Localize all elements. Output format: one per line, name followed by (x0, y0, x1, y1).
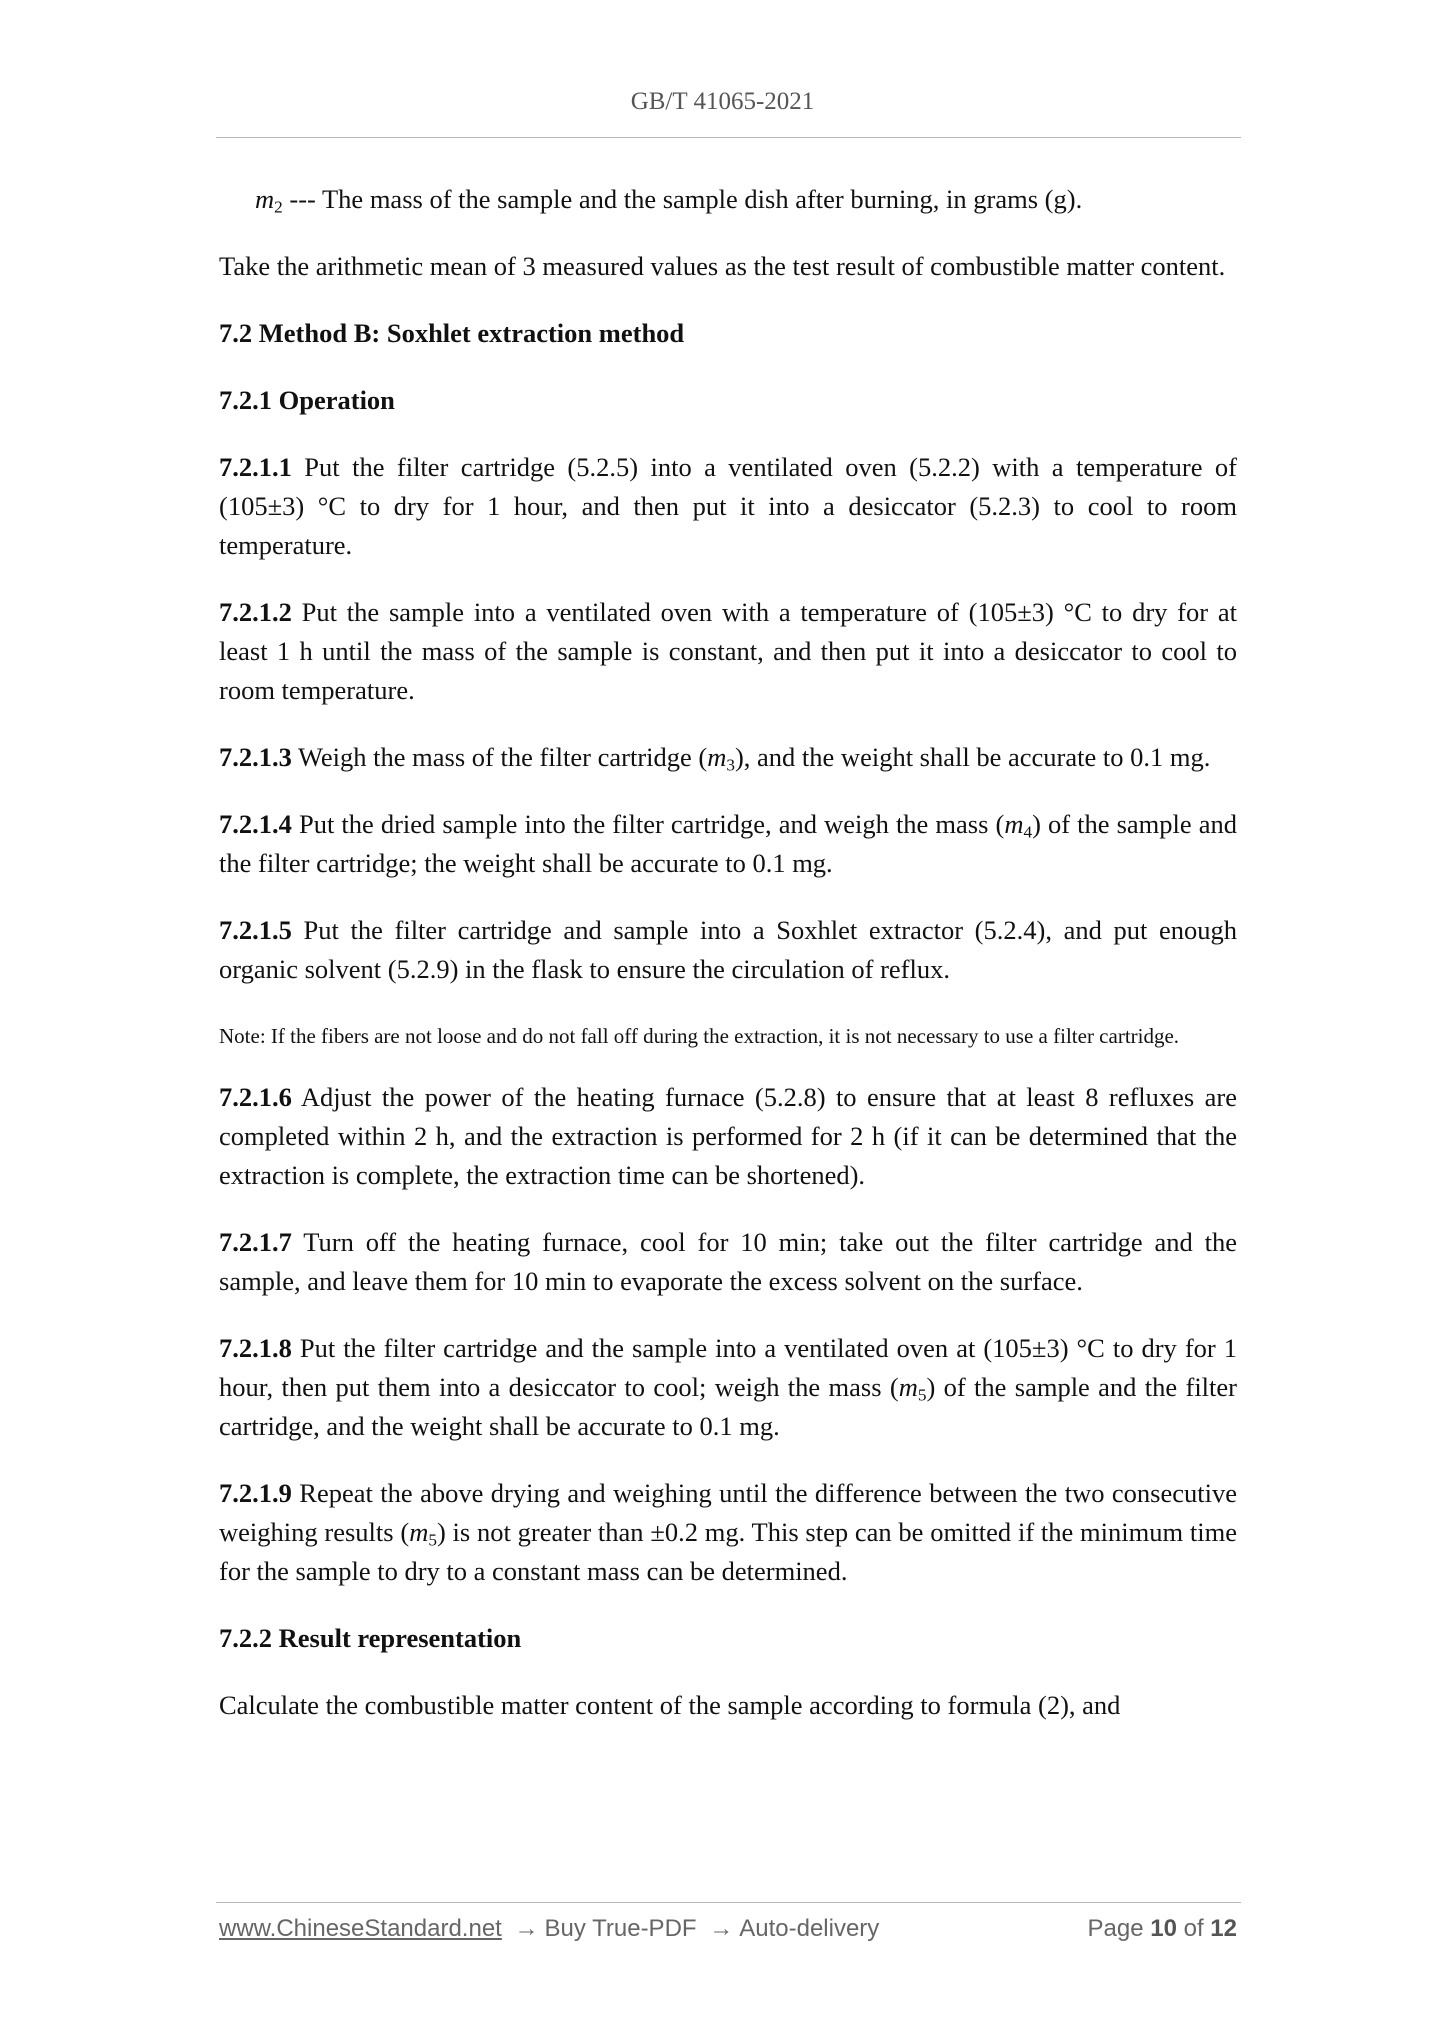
heading-7-2-2: 7.2.2 Result representation (219, 1623, 522, 1653)
page-content (219, 180, 1237, 1753)
auto-delivery-text: Auto-delivery (739, 1915, 880, 1942)
clause-number: 7.2.1.4 (219, 809, 292, 839)
clause-7-2-1-1: 7.2.1.1 Put the filter cartridge (5.2.5) into a ventilated oven (5.2.2) with a temperature of (105±3) °C to dry for 1 hour, and then put it into a desiccator (5.2.3) to cool to room temperature. (219, 452, 1237, 560)
subscript: 5 (428, 1530, 437, 1550)
symbol-m: m (409, 1517, 429, 1547)
footer-left (219, 1915, 879, 1943)
page-footer (219, 1915, 1237, 1955)
m2-definition: $m_2$ --- The mass of the sample and the sample dish after burning, in grams (g). (255, 184, 1083, 217)
total-pages: 12 (1210, 1915, 1237, 1942)
subscript: 5 (917, 1385, 927, 1405)
page-number: Page 10 of 12 (1087, 1915, 1237, 1942)
heading-7-2: 7.2 Method B: Soxhlet extraction method (219, 318, 685, 348)
symbol-m: m (898, 1372, 918, 1402)
symbol-m: m (707, 742, 727, 772)
clause-number: 7.2.1.2 (219, 597, 292, 627)
header-divider (216, 137, 1241, 138)
symbol-m: m (255, 184, 275, 214)
note: Note: If the fibers are not loose and do not fall off during the extraction, it is not necessary to use a filter cartridge. (219, 1024, 1180, 1048)
clause-number: 7.2.1.8 (219, 1333, 292, 1363)
clause-number: 7.2.1.6 (219, 1082, 292, 1112)
subscript: 4 (1023, 822, 1033, 842)
arrow-right-icon: → (709, 1915, 734, 1942)
clause-7-2-1-5: 7.2.1.5 Put the filter cartridge and sample into a Soxhlet extractor (5.2.4), and put enough organic solvent (5.2.9) in the flask to ensure the circulation of reflux. (219, 915, 1237, 984)
footer-divider (216, 1902, 1241, 1903)
clause-7-2-1-9: 7.2.1.9 Repeat the above drying and weighing until the difference between the two consecutive weighing results $(m_5)$ is not greater than ±0.2 mg. This step can be omitted if the minimum time for the sample to dry to a constant mass can be determined. (219, 1478, 1237, 1586)
subscript: 3 (726, 755, 735, 775)
clause-number: 7.2.1.9 (219, 1478, 292, 1508)
clause-7-2-1-3: 7.2.1.3 Weigh the mass of the filter cartridge $(m_3)$, and the weight shall be accurate to 0.1 mg. (219, 742, 1211, 775)
heading-7-2-1: 7.2.1 Operation (219, 385, 395, 415)
clause-number: 7.2.1.7 (219, 1227, 292, 1257)
arrow-right-icon: → (514, 1915, 539, 1942)
current-page: 10 (1150, 1915, 1177, 1942)
clause-7-2-1-4: 7.2.1.4 Put the dried sample into the filter cartridge, and weigh the mass $(m_4)$ of the sample and the filter cartridge; the weight shall be accurate to 0.1 mg. (219, 809, 1237, 878)
clause-7-2-1-8: 7.2.1.8 Put the filter cartridge and the sample into a ventilated oven at (105±3) °C to dry for 1 hour, then put them into a desiccator to cool; weigh the mass $(m_5)$ of the sample and the filter cartridge, and the weight shall be accurate to 0.1 mg. (219, 1333, 1237, 1441)
page-header: GB/T 41065-2021 (630, 88, 815, 115)
paragraph-calculate: Calculate the combustible matter content of the sample according to formula (2), and (219, 1690, 1121, 1720)
clause-7-2-1-2: 7.2.1.2 Put the sample into a ventilated oven with a temperature of (105±3) °C to dry for at least 1 h until the mass of the sample is constant, and then put it into a desiccator to cool to room temperature. (219, 597, 1237, 705)
symbol-m: m (1004, 809, 1024, 839)
subscript: 2 (274, 197, 283, 217)
clause-7-2-1-6: 7.2.1.6 Adjust the power of the heating furnace (5.2.8) to ensure that at least 8 refluxes are completed within 2 h, and the extraction is performed for 2 h (if it can be determined that the extraction is complete, the extraction time can be shortened). (219, 1082, 1237, 1190)
clause-number: 7.2.1.3 (219, 742, 292, 772)
paragraph-mean: Take the arithmetic mean of 3 measured values as the test result of combustible matter content. (219, 251, 1226, 281)
clause-7-2-1-7: 7.2.1.7 Turn off the heating furnace, cool for 10 min; take out the filter cartridge and the sample, and leave them for 10 min to evaporate the excess solvent on the surface. (219, 1227, 1237, 1296)
website-link[interactable]: www.ChineseStandard.net (219, 1915, 502, 1942)
clause-number: 7.2.1.5 (219, 915, 292, 945)
buy-true-pdf-text: Buy True-PDF (544, 1915, 697, 1942)
clause-number: 7.2.1.1 (219, 452, 292, 482)
